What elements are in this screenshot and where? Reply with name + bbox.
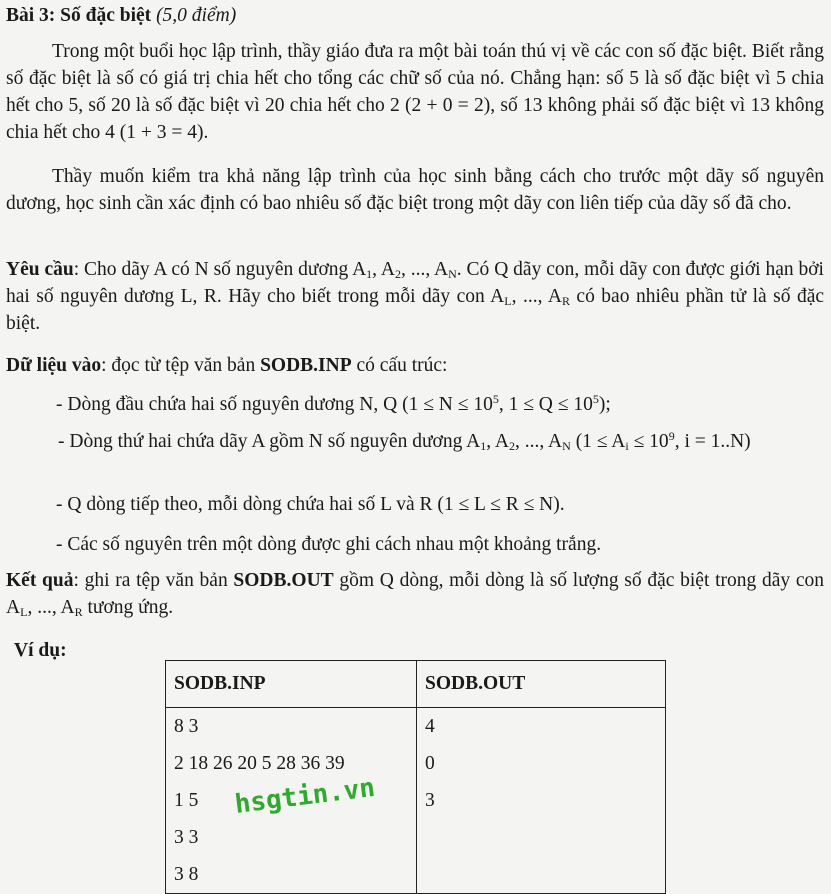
output-filename: SODB.OUT [233, 570, 334, 591]
input-line-2: - Dòng thứ hai chứa dãy A gồm N số nguyên dương $A_1$, $A_2$, ..., $A_N$ ($1 \le A_i \le 10^9$, i = 1..N) [58, 429, 751, 453]
header-output-file: SODB.OUT [417, 661, 666, 708]
example-table [165, 660, 666, 894]
header-input-file: SODB.INP [166, 661, 417, 708]
output-label: Kết quả [6, 570, 74, 591]
output-cell [417, 819, 666, 856]
input-filename: SODB.INP [260, 355, 352, 376]
table-row [166, 819, 666, 856]
problem-title: Bài 3: Số đặc biệt (5,0 điểm) [6, 5, 237, 26]
task-paragraph: Thầy muốn kiểm tra khả năng lập trình của học sinh bằng cách cho trước một dãy số nguyên dương, học sinh cần xác định có bao nhiêu số đặc biệt trong một dãy con liên tiếp của dãy số đã cho. [6, 166, 824, 214]
site-watermark: hsgtin.vn [233, 772, 377, 820]
intro-paragraph: Trong một buổi học lập trình, thầy giáo đưa ra một bài toán thú vị về các con số đặc biệt. Biết rằng số đặc biệt là số có giá trị chia hết cho tổng các chữ số của nó. Chẳng hạn: số 5 là số đặc biệt vì 5 chia hết cho 5, số 20 là số đặc biệt vì 20 chia hết cho 2 (2 + 0 = 2), số 13 không phải số đặc biệt vì 13 không chia hết cho 4 (1 + 3 = 4). [6, 41, 824, 143]
input-cell: 1 5 [166, 782, 417, 819]
input-cell: 8 3 [166, 708, 417, 746]
input-line-1: - Dòng đầu chứa hai số nguyên dương N, Q ($1 \le N \le 10^5$, $1 \le Q \le 10^5$); [56, 392, 611, 415]
input-cell: 2 18 26 20 5 28 36 39 [166, 745, 417, 782]
output-cell: 4 [417, 708, 666, 746]
requirement-label: Yêu cầu [6, 259, 74, 280]
input-paragraph: Dữ liệu vào: đọc từ tệp văn bản SODB.INP có cấu trúc: [6, 355, 448, 376]
table-row [166, 856, 666, 894]
output-paragraph: Kết quả: ghi ra tệp văn bản SODB.OUT gồm Q dòng, mỗi dòng là số lượng số đặc biệt trong dãy con $A_L$, ..., $A_R$ tương ứng. [6, 570, 824, 619]
input-line-3: - Q dòng tiếp theo, mỗi dòng chứa hai số L và R (1 ≤ L ≤ R ≤ N). [56, 494, 565, 515]
example-label: Ví dụ: [14, 640, 67, 661]
points-label: (5,0 điểm) [156, 5, 237, 26]
table-header-row [166, 661, 666, 708]
input-line-4: - Các số nguyên trên một dòng được ghi cách nhau một khoảng trắng. [56, 534, 602, 555]
output-cell: 0 [417, 745, 666, 782]
table-row [166, 745, 666, 782]
requirement-paragraph: Yêu cầu: Cho dãy A có N số nguyên dương $A_1$, $A_2$, ..., $A_N$. Có Q dãy con, mỗi dãy con được giới hạn bởi hai số nguyên dương L, R. Hãy cho biết trong mỗi dãy con $A_L$, ..., $A_R$ có bao nhiêu phần tử là số đặc biệt. [6, 259, 825, 334]
output-cell: 3 [417, 782, 666, 819]
table-row [166, 708, 666, 746]
input-cell: 3 8 [166, 856, 417, 894]
input-cell: 3 3 [166, 819, 417, 856]
input-label: Dữ liệu vào [6, 355, 102, 376]
output-cell [417, 856, 666, 894]
